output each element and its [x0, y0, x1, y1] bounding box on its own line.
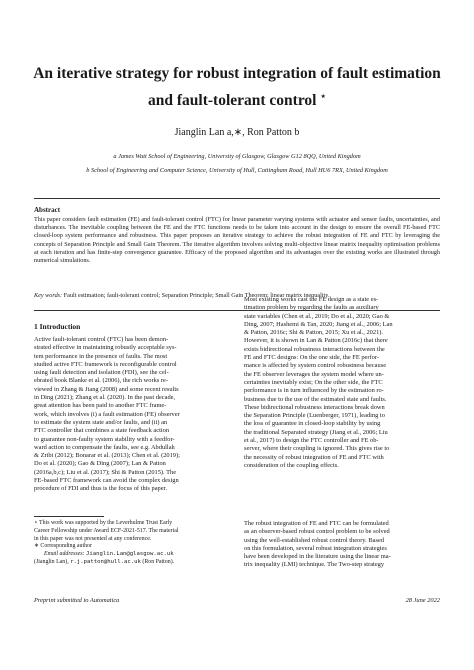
intro-right-line: mance is affected by system control robustness because	[244, 362, 387, 370]
intro-right-line: Ding, 2007; Hashemi & Tan, 2020; Jiang et al., 2006; Lan	[244, 320, 393, 328]
intro-left-line: FTC controller that combines a state feedback action	[34, 427, 170, 435]
intro-left-line: to guarantee non-faulty system stability with a feedfor-	[34, 435, 175, 443]
intro-right-line: the necessity of robust integration of FE and FTC with	[244, 453, 384, 461]
intro-left-line: to estimate the system state and/or faults, and (ii) an	[34, 418, 168, 426]
email-patton[interactable]: r.j.patton@hull.ac.uk	[70, 558, 141, 565]
intro-right-line: bustness due to the use of the estimated state and faults.	[244, 395, 387, 403]
intro-left-column	[34, 336, 230, 494]
intro-right-line: & Patton, 2016c; Shi & Patton, 2015; Xu et al., 2021).	[244, 329, 383, 337]
intro-left-line: using fault detection and isolation (FDI), see the cel-	[34, 369, 169, 377]
intro-right-column	[244, 296, 440, 470]
author-list: Jianglin Lan a,∗, Ron Patton b	[174, 127, 300, 138]
affiliation-b: b School of Engineering and Computer Science, University of Hull, Cottingham Road, Hull HU6 7RX, United Kingdom	[86, 167, 388, 174]
intro-left-line: work, which involves (i) a fault estimation (FE) observer	[34, 410, 180, 418]
intro-right-line: These bidirectional robustness interactions break down	[244, 403, 385, 411]
keywords-text: Fault estimation; fault-tolerant control; Separation Principle; Small Gain Theorem; linear matrix inequality.	[63, 292, 330, 299]
abstract-top-rule	[34, 198, 440, 199]
intro-left-line: (2016a,b,c); Liu et al. (2017); Shi & Patton (2015). The	[34, 468, 177, 476]
intro-left-line: & Zribi (2012); Bonarar et al. (2013); Chen et al. (2019);	[34, 452, 180, 460]
intro-right-line: server, where their coupling is ignored. This gives rise to	[244, 445, 390, 453]
title-footnote-mark: ⋆	[320, 91, 326, 101]
intro-right-line: state variables (Chen et al., 2019; Do et al., 2020; Gao &	[244, 312, 390, 320]
intro-right-2-line: using the well-established robust control theory. Based	[244, 536, 384, 544]
intro-left-line: FE-based FTC framework can avoid the complex design	[34, 477, 179, 485]
intro-right-line: Most existing works cast the FE design as a state es-	[244, 296, 379, 303]
intro-left-line: tem performance in the presence of faults. The most	[34, 352, 168, 360]
title-line-1: An iterative strategy for robust integration of fault estimation	[33, 65, 441, 82]
intro-right-column-continued	[244, 520, 440, 570]
intro-right-line: the FE observer leverages the system model where un-	[244, 370, 384, 378]
intro-left-line: Active fault-tolerant control (FTC) has been demon-	[34, 336, 169, 343]
section-heading-introduction: 1 Introduction	[34, 322, 81, 331]
affiliation-a: a James Watt School of Engineering, University of Glasgow, Glasgow G12 8QQ, United Kingdom	[113, 153, 361, 160]
intro-right-line: the traditional Separated strategy (Jiang et al., 2006; Liu	[244, 428, 388, 436]
intro-right-2-line: as an observer-based robust control problem to be solved	[244, 528, 390, 536]
intro-left-line: in Ding (2021); Zhang et al. (2020). In the past decade,	[34, 394, 176, 402]
intro-right-2-line: on this formulation, several robust integration strategies	[244, 544, 387, 552]
intro-left-line: studied active FTC framework is reconfigurable control	[34, 360, 177, 368]
email-lan[interactable]: Jianglin.Lan@glasgow.ac.uk	[86, 551, 174, 558]
footnotes	[34, 520, 230, 567]
keywords-label: Key words:	[34, 292, 63, 299]
intro-right-2-line: trix inequality (LMI) technique. The Two-step strategy	[244, 561, 385, 569]
intro-left-line: strated effective in maintaining robustly acceptable sys-	[34, 344, 177, 352]
footer-date: 28 June 2022	[405, 597, 440, 604]
intro-left-line: great attention has been paid to another FTC frame-	[34, 402, 167, 410]
paper-title	[20, 62, 454, 112]
email-patton-name: (Ron Patton).	[142, 558, 175, 565]
intro-right-line: the loss of guarantee in closed-loop stability by using	[244, 420, 381, 428]
intro-right-line: certainties inevitably exist; On the other side, the FTC	[244, 378, 383, 386]
intro-left-line: ebrated book Blanke et al. (2006), the rich works re-	[34, 377, 168, 385]
abstract-text: This paper considers fault estimation (FE) and fault-tolerant control (FTC) for linear parameter varying systems with actuator and sensor faults, uncertainties, and disturbances. The inevitable coupling between the FE and the FTC functions needs to be taken into account in the design to ensure the overall FE-based FTC closed-loop system performance and robustness. This paper proposes an iterative strategy to achieve the robust integration of FE and FTC by leveraging the concepts of Separation Principle and Small Gain Theorem. The iterative algorithm involves solving multi-objective linear matrix inequality optimisation problems at each iteration and has finite-step convergence guarantee. Efficacy of the proposed algorithm and its advantages over the existing works are illustrated through numerical simulations.	[34, 216, 440, 265]
intro-right-line: FE and FTC designs: On the one side, the FE perfor-	[244, 354, 379, 362]
email-lan-name: (Jianglin Lan),	[34, 558, 69, 565]
intro-right-line: the Separation Principle (Luenberger, 1971), leading to	[244, 412, 385, 420]
footnote-corresponding: ∗ Corresponding author	[34, 543, 92, 550]
footnote-funding-3: in this paper was not presented at any conference.	[34, 535, 152, 542]
intro-left-line: ward action to compensate the faults, see e.g. Abdullah	[34, 443, 175, 451]
footnote-emails-2	[34, 559, 230, 567]
intro-right-line: et al., 2017) to design the FTC controller and FE ob-	[244, 437, 379, 445]
intro-right-2-line: The robust integration of FE and FTC can be formulated	[244, 520, 389, 527]
intro-left-line: procedure of FDI and thus is the focus of this paper.	[34, 485, 167, 493]
intro-right-line: timation problem by regarding the faults as auxiliary	[244, 304, 379, 312]
intro-right-line: exists bidirectional robustness interactions between the	[244, 345, 385, 353]
intro-right-line: consideration of the coupling effects.	[244, 461, 339, 469]
footnote-funding-1: ⋆ This work was supported by the Leverhulme Trust Early	[34, 520, 173, 526]
footnote-rule	[34, 516, 104, 517]
intro-right-line: performance is in turn influenced by the estimation ro-	[244, 387, 384, 395]
footnote-emails	[34, 551, 230, 559]
intro-right-line: However, it is shown in Lan & Patton (2016c) that there	[244, 337, 388, 345]
intro-left-line: viewed in Zhang & Jiang (2008) and some recent results	[34, 385, 179, 393]
title-line-2: and fault-tolerant control	[148, 92, 317, 110]
footer-preprint-note: Preprint submitted to Automatica	[34, 597, 120, 604]
intro-left-line: Do et al. (2020); Gao & Ding (2007); Lan & Patton	[34, 460, 166, 468]
footnote-funding-2: Career Fellowship under Award ECF-2021-517. The material	[34, 527, 179, 534]
email-label: Email addresses:	[44, 551, 85, 558]
abstract-heading: Abstract	[34, 206, 61, 214]
intro-right-2-line: have been developed in the literature using the linear ma-	[244, 553, 391, 561]
